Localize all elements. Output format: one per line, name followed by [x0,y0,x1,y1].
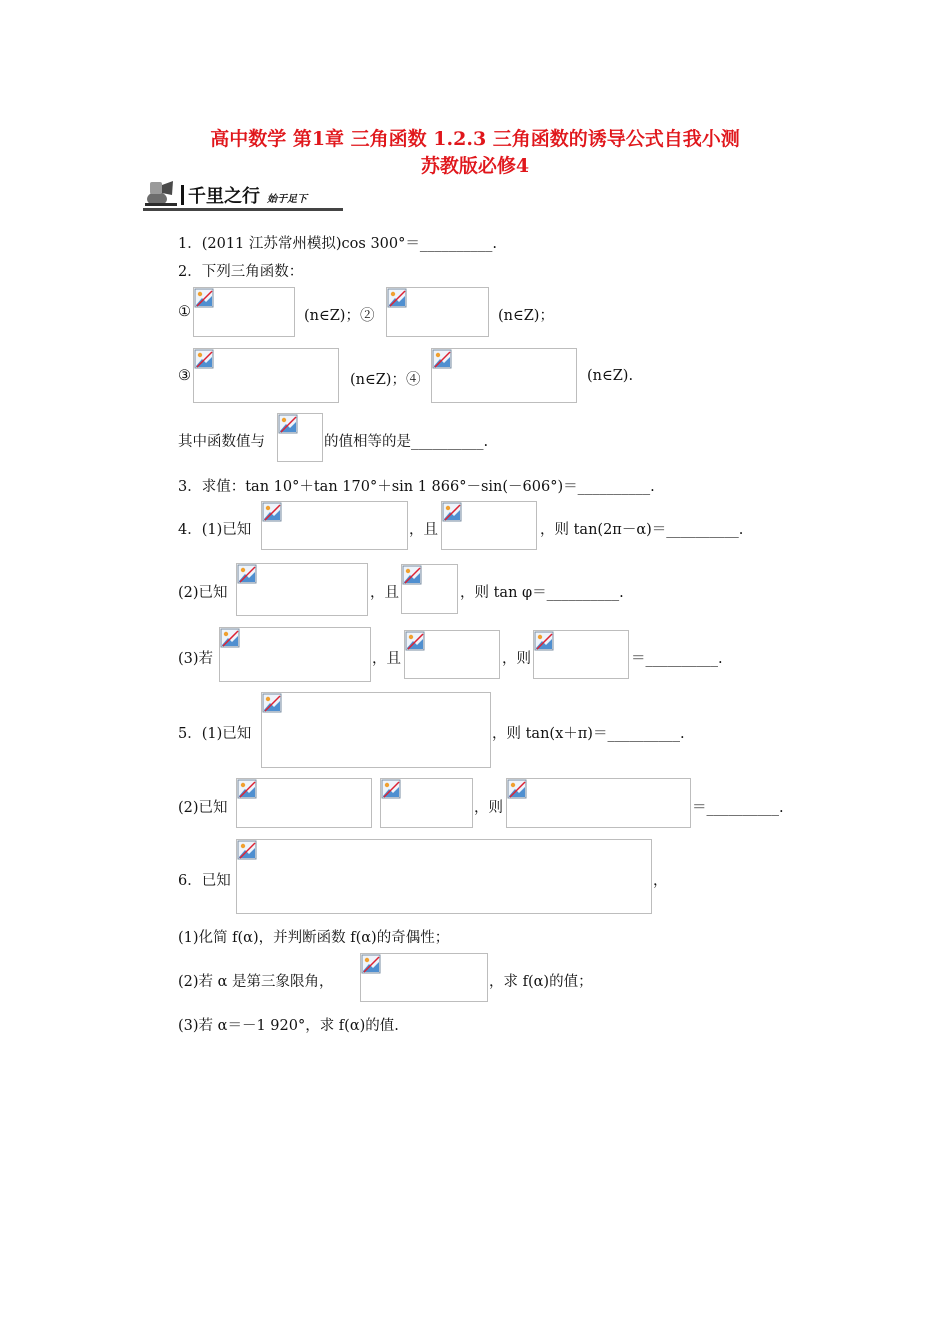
q2-ask-b: 的值相等的是__________. [324,434,489,450]
q6-part-2-a: (2)若 α 是第三象限角， [178,974,334,990]
q5-2-c: ＝__________. [692,800,784,816]
q2-text-2: (n∈Z)； [498,308,554,324]
q4-3-c: ，则 [502,651,531,667]
formula-image [401,564,458,614]
broken-image-icon [387,288,407,308]
q6-a: 6．已知 [178,873,231,889]
broken-image-icon [402,565,422,585]
q4-2-b: ，且 [370,585,399,601]
formula-image [277,413,323,462]
q4-3-a: (3)若 [178,651,214,667]
broken-image-icon [237,779,257,799]
q2-text-3: (n∈Z)；④ [350,372,421,388]
q4-3-d: ＝__________. [631,651,723,667]
formula-image [193,287,295,337]
broken-image-icon [442,502,462,522]
formula-image [236,563,368,616]
broken-image-icon [262,502,282,522]
question-2: 2．下列三角函数： [178,264,304,280]
banner-logo-icon [145,179,177,207]
broken-image-icon [405,631,425,651]
section-banner [143,179,343,211]
page-subtitle: 苏教版必修4 [420,155,530,177]
formula-image [236,778,372,828]
broken-image-icon [361,954,381,974]
q5-2-b: ，则 [474,800,503,816]
q4-1-a: 4．(1)已知 [178,522,252,538]
broken-image-icon [381,779,401,799]
q4-1-b: ，且 [409,522,438,538]
q6-part-1: (1)化简 f(α)，并判断函数 f(α)的奇偶性； [178,930,450,946]
q2-text-1: (n∈Z)；② [304,308,375,324]
formula-image [506,778,691,828]
formula-image [360,953,488,1002]
banner-divider [181,185,184,205]
question-3: 3．求值：tan 10°＋tan 170°＋sin 1 866°－sin(－606°)＝__________. [178,479,655,495]
page-title: 高中数学 第1章 三角函数 1.2.3 三角函数的诱导公式自我小测 [210,128,740,150]
formula-image [431,348,577,403]
formula-image [261,692,491,768]
formula-image [380,778,473,828]
question-1: 1．(2011 江苏常州模拟)cos 300°＝__________. [178,236,497,252]
banner-subtitle: 始于足下 [267,194,307,205]
q4-3-b: ，且 [372,651,401,667]
broken-image-icon [534,631,554,651]
q4-2-c: ，则 tan φ＝__________. [460,585,624,601]
q6-part-2-b: ，求 f(α)的值； [489,974,593,990]
q2-circled-3: ③ [178,368,191,384]
q2-ask-a: 其中函数值与 [178,434,265,450]
formula-image [236,839,652,914]
q4-2-a: (2)已知 [178,585,228,601]
q4-1-c: ，则 tan(2π－α)＝__________. [540,522,744,538]
broken-image-icon [278,414,298,434]
broken-image-icon [237,840,257,860]
q2-circled-1: ① [178,304,191,320]
broken-image-icon [507,779,527,799]
broken-image-icon [220,628,240,648]
broken-image-icon [237,564,257,584]
q6-b: ， [653,873,668,889]
broken-image-icon [194,288,214,308]
formula-image [261,501,408,550]
q5-1-b: ，则 tan(x＋π)＝__________. [492,726,685,742]
formula-image [533,630,629,679]
broken-image-icon [262,693,282,713]
formula-image [219,627,371,682]
broken-image-icon [432,349,452,369]
q5-2-a: (2)已知 [178,800,228,816]
formula-image [441,501,537,550]
formula-image [404,630,500,679]
formula-image [386,287,489,337]
banner-title: 千里之行 [188,186,260,207]
banner-underline [143,208,343,211]
q2-text-4: (n∈Z). [587,368,634,384]
broken-image-icon [194,349,214,369]
formula-image [193,348,339,403]
q6-part-3: (3)若 α＝－1 920°，求 f(α)的值. [178,1018,399,1034]
q5-1-a: 5．(1)已知 [178,726,252,742]
